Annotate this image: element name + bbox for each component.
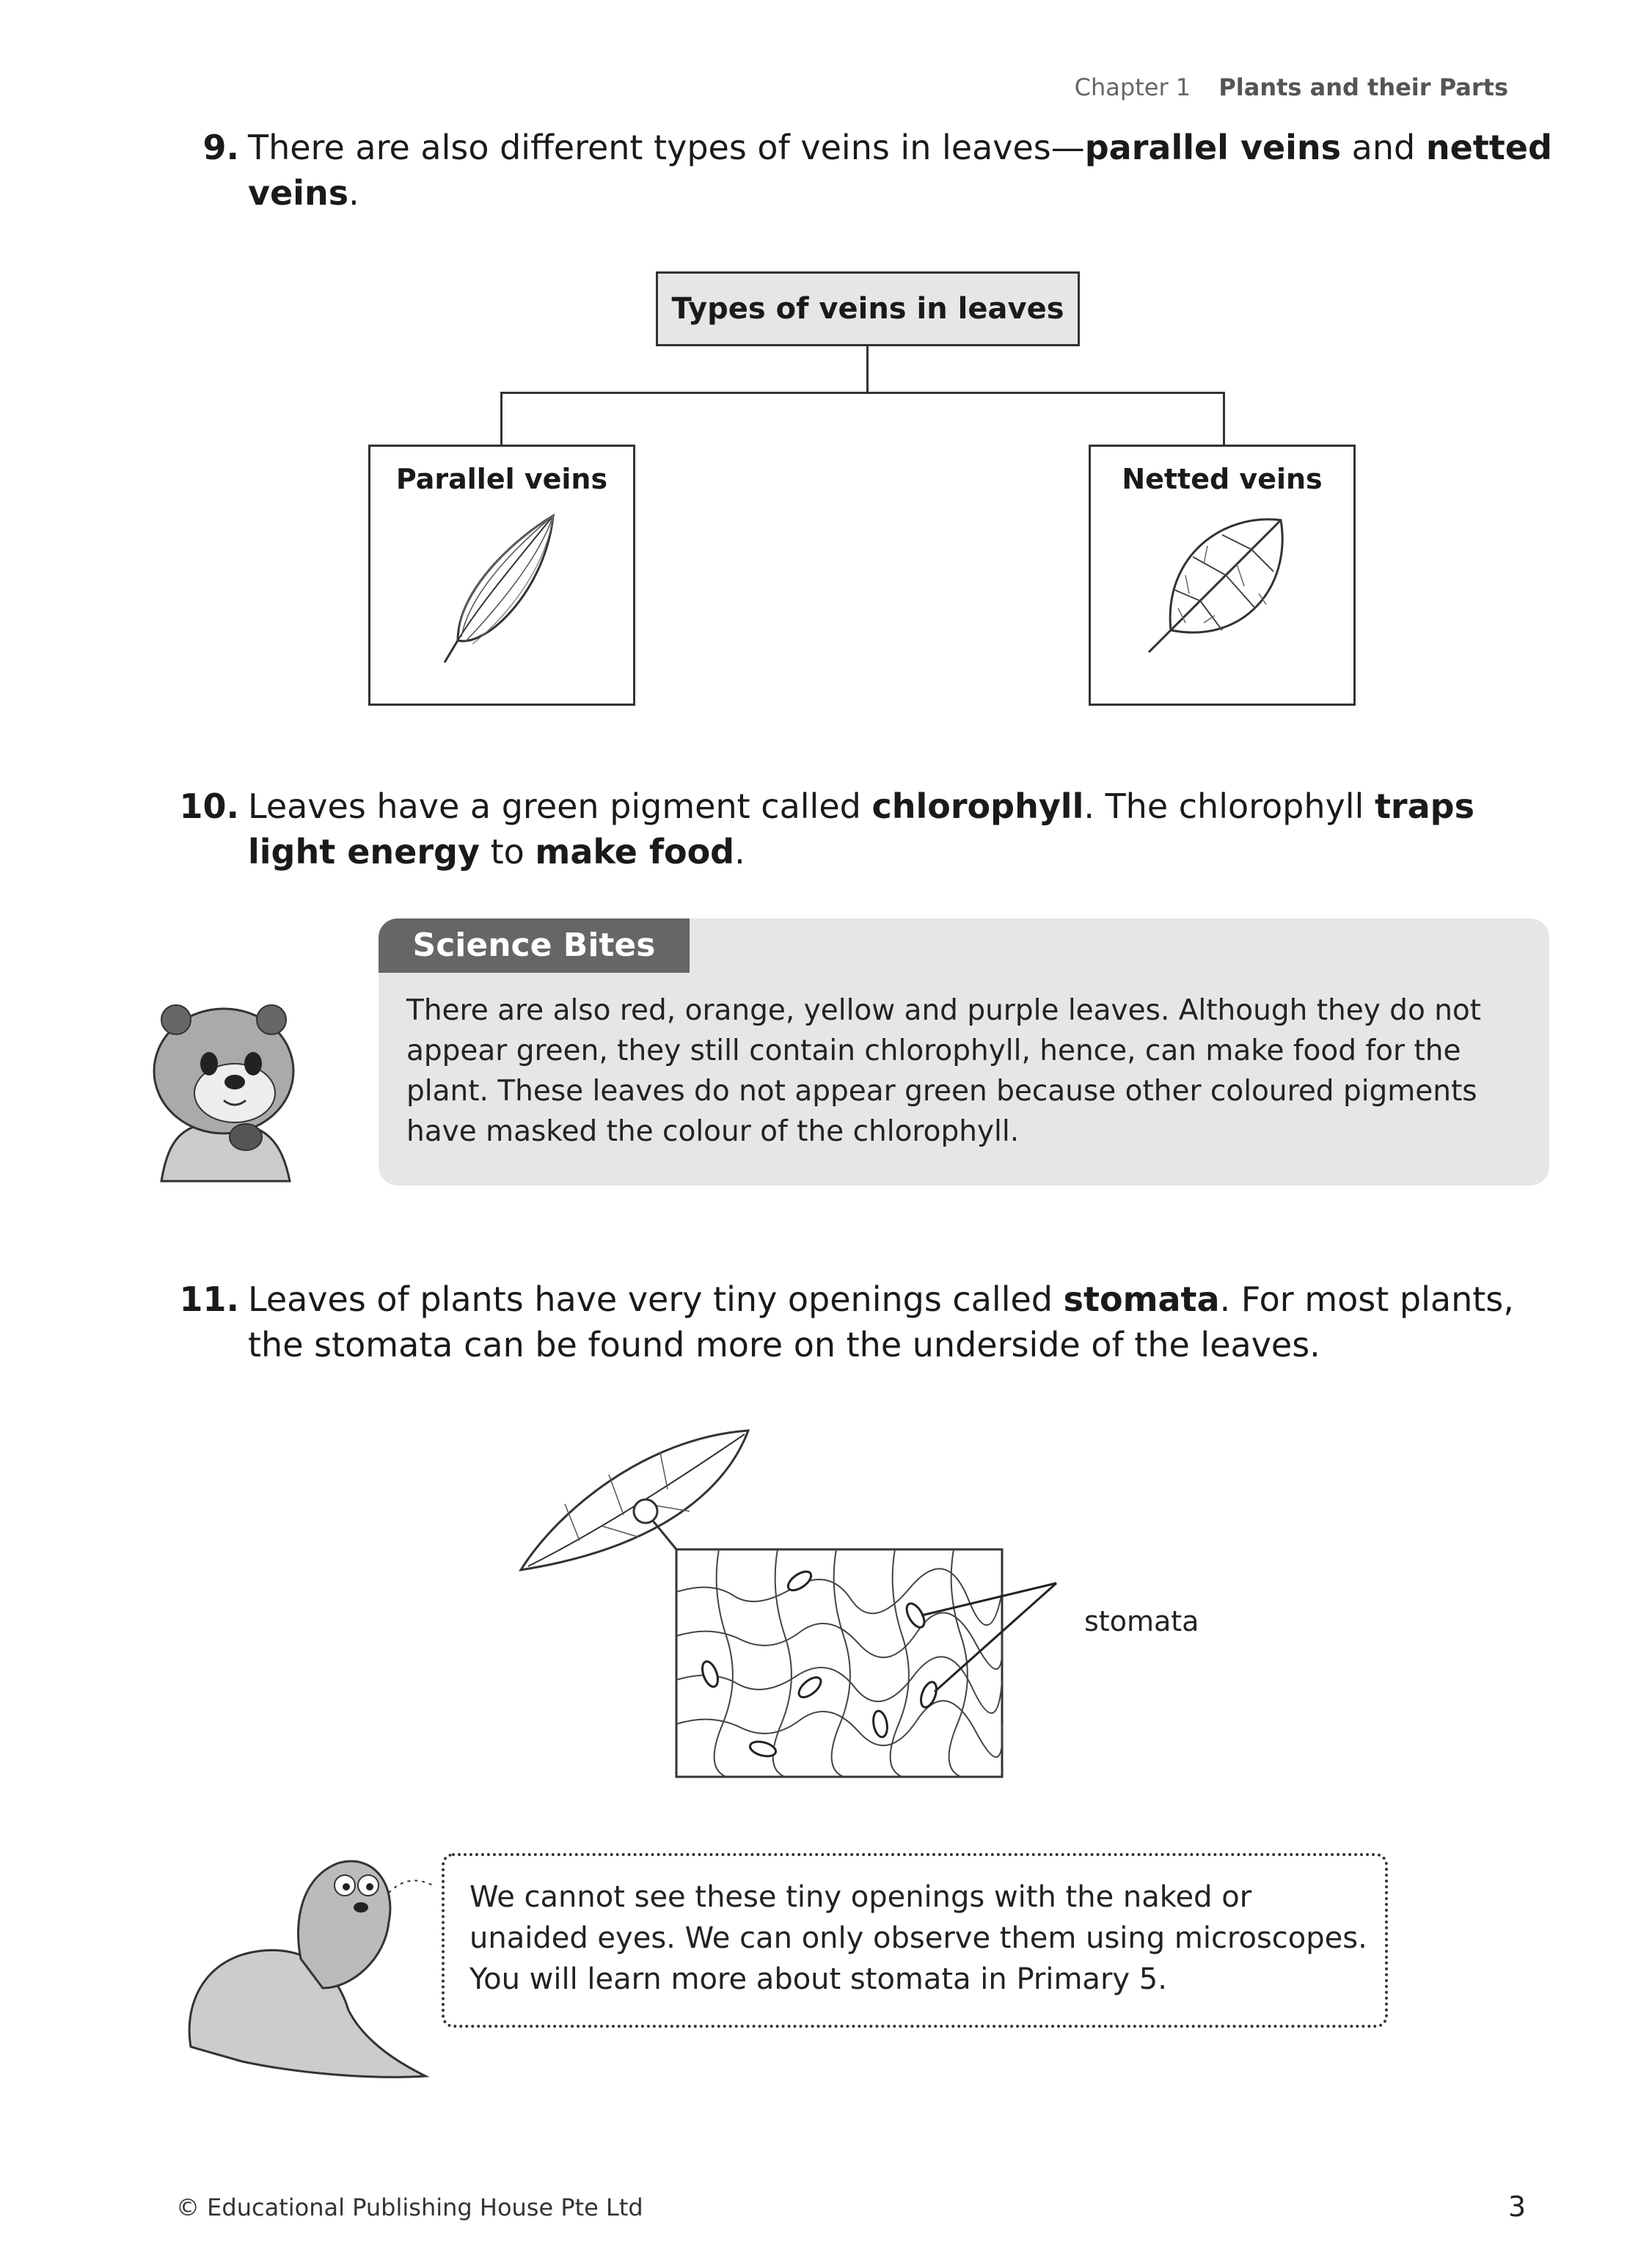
diagram-root-box	[656, 271, 1080, 346]
connector-line	[500, 392, 502, 446]
connector-line	[866, 346, 869, 393]
chapter-label: Chapter 1	[1074, 73, 1191, 101]
item-10	[173, 784, 1552, 879]
item-text: Leaves have a green pigment called chlorophyll. The chlorophyll traps light energy to make food.	[248, 786, 1474, 872]
item-number: 11.	[179, 1279, 239, 1319]
running-header	[1075, 73, 1508, 101]
science-bites-title: Science Bites	[379, 918, 690, 973]
speech-bubble-text: We cannot see these tiny openings with the naked or unaided eyes. We can only observe them using microscopes. You will learn more about stomata in Primary 5.	[469, 1880, 1367, 1996]
otter-mascot-icon	[125, 990, 323, 1188]
item-number: 10.	[179, 786, 239, 826]
netted-veins-label: Netted veins	[1122, 463, 1323, 495]
netted-leaf-icon	[1134, 505, 1310, 667]
item-text: There are also different types of veins in leaves—parallel veins and netted veins.	[248, 128, 1552, 213]
parallel-veins-box	[368, 445, 635, 706]
copyright-notice: © Educational Publishing House Pte Ltd	[176, 2194, 643, 2221]
item-9	[173, 125, 1552, 220]
connector-line	[500, 392, 1225, 394]
diagram-root-label: Types of veins in leaves	[671, 292, 1064, 326]
page-number: 3	[1507, 2191, 1526, 2223]
item-text: Leaves of plants have very tiny openings called stomata. For most plants, the stomata can be found more on the underside of the leaves.	[248, 1279, 1514, 1365]
item-number: 9.	[202, 128, 239, 167]
section-title: Plants and their Parts	[1218, 73, 1508, 101]
otter-thinking-icon	[176, 1834, 447, 2083]
parallel-veins-label: Parallel veins	[395, 463, 608, 495]
science-bites-text: There are also red, orange, yellow and purple leaves. Although they do not appear green, they still contain chlorophyll, hence, can make food for the plant. These leaves do not appear green because other coloured pigments have masked the colour of the chlorophyll.	[406, 994, 1482, 1148]
stomata-label: stomata	[1084, 1605, 1199, 1637]
item-11	[173, 1276, 1552, 1372]
netted-veins-box	[1089, 445, 1356, 706]
connector-line	[1223, 392, 1225, 446]
parallel-leaf-icon	[428, 508, 575, 670]
